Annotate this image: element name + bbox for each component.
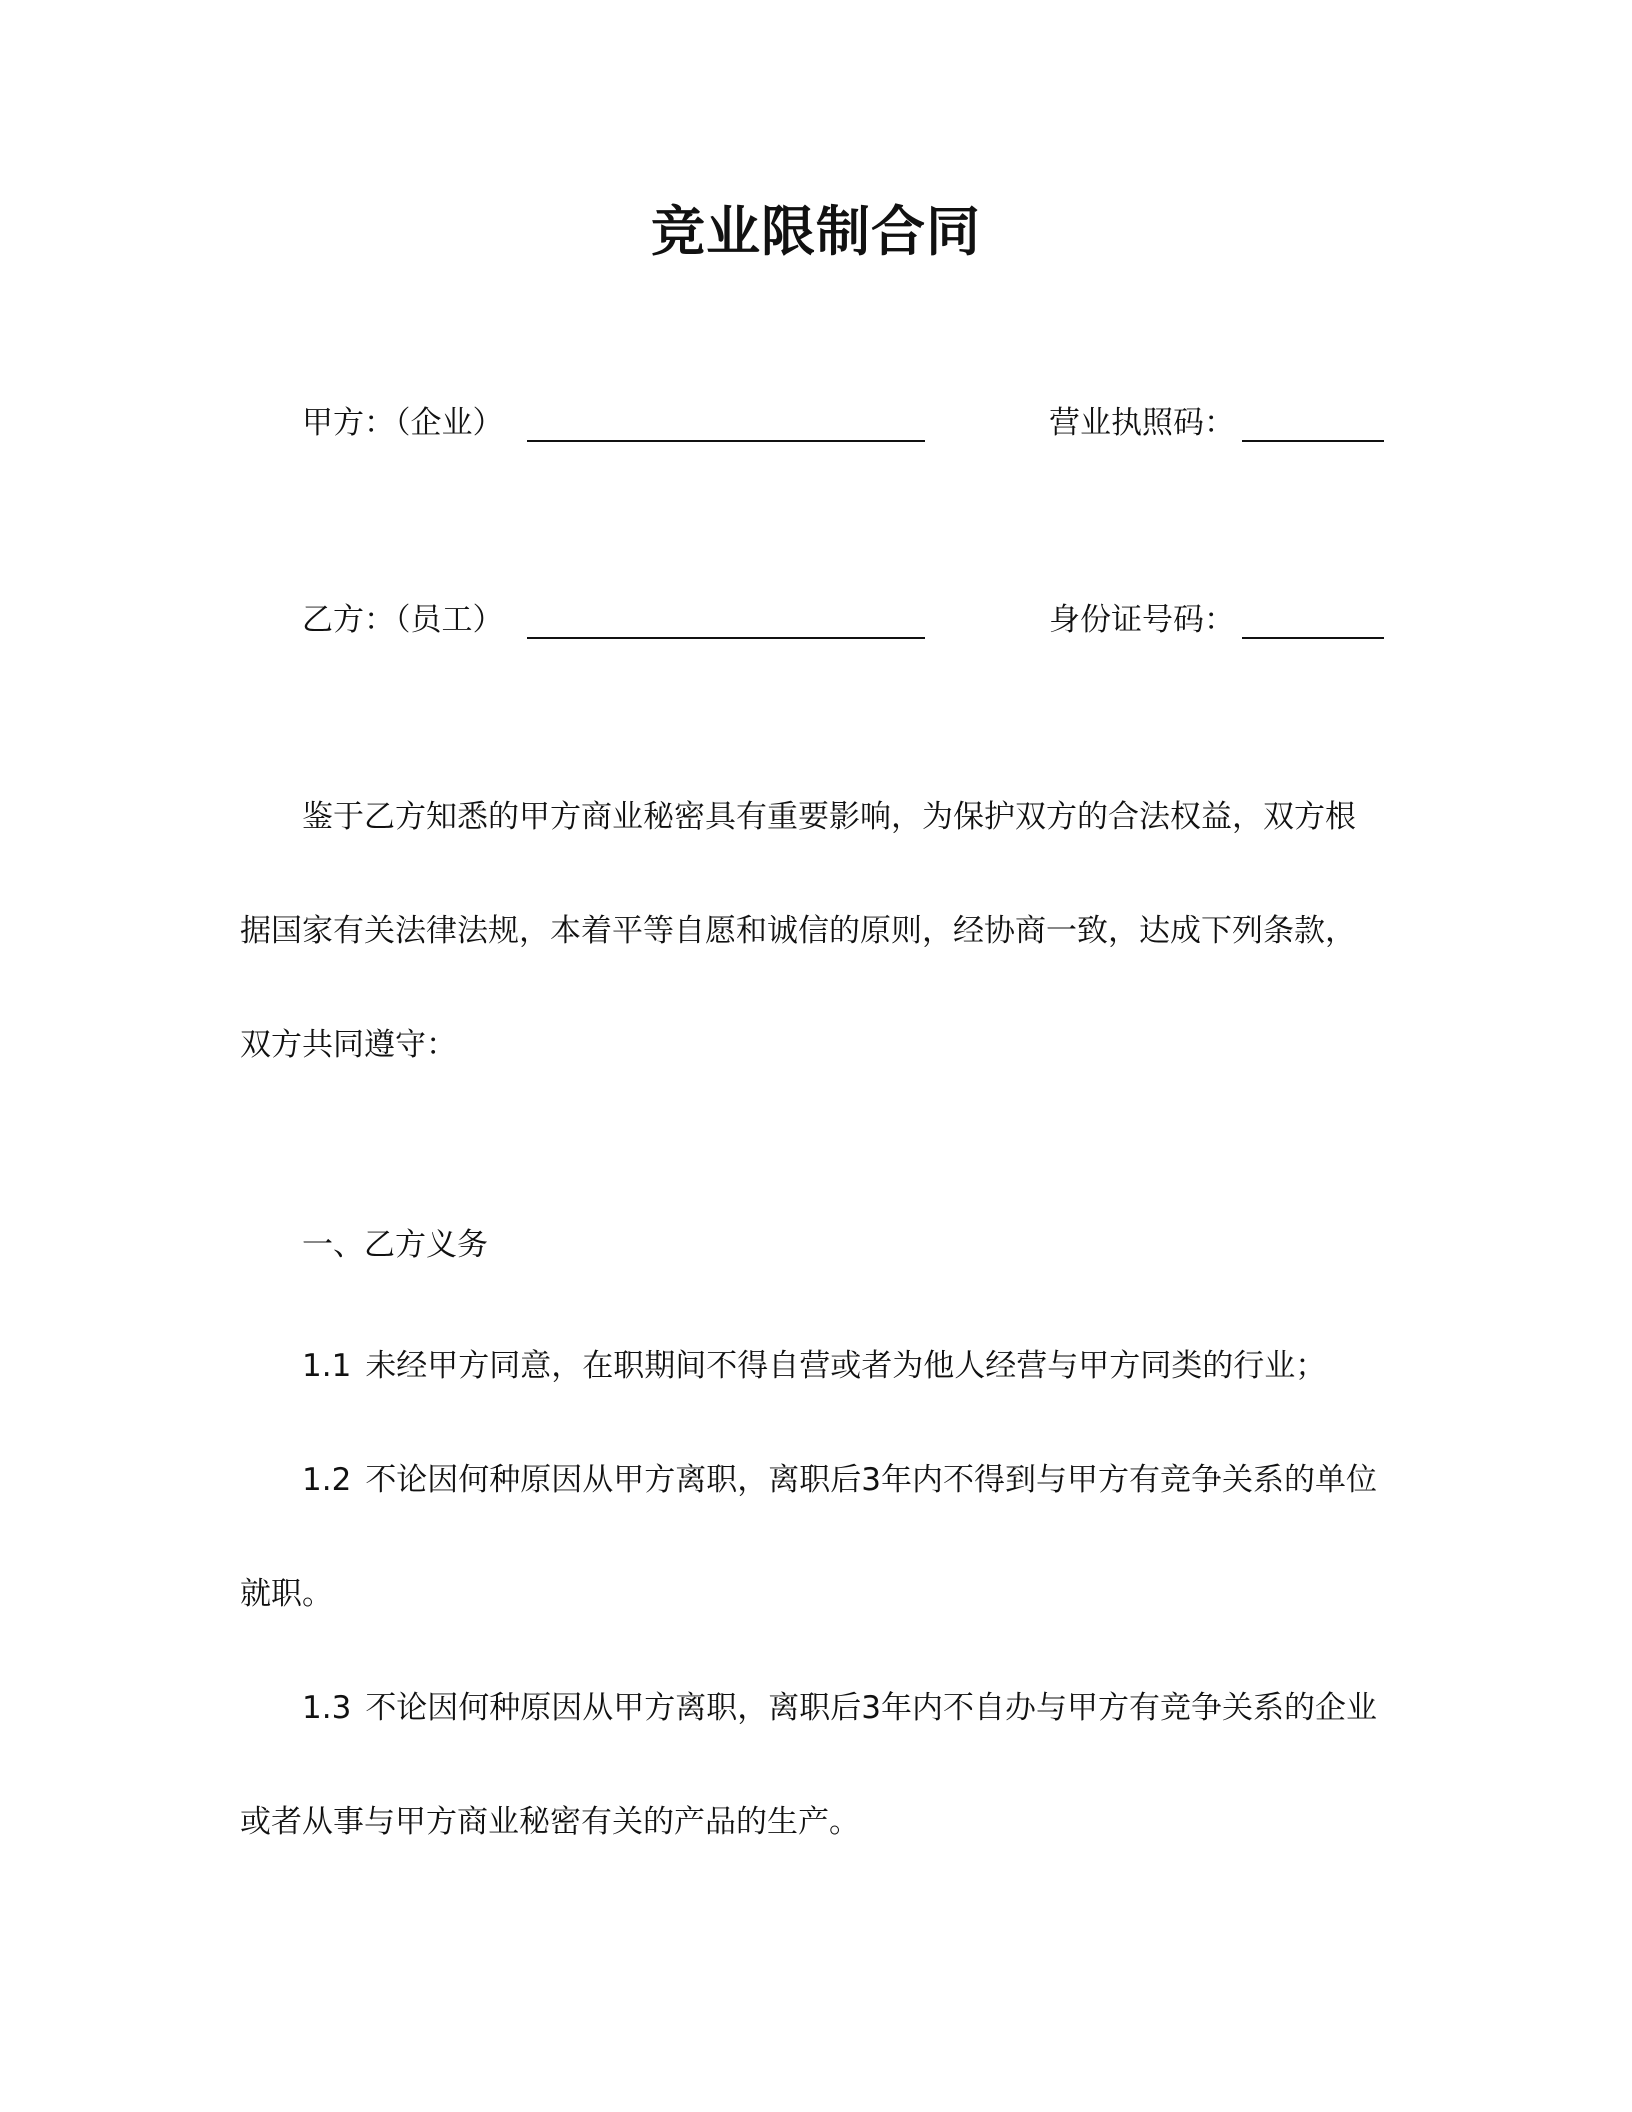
clause-number: 1.1 <box>302 1348 352 1384</box>
party-b-name-blank <box>527 637 925 639</box>
clause-text: 不论因何种原因从甲方离职，离职后3年内不自办与甲方有竞争关系的企业或者从事与甲方商业秘密有关的产品的生产。 <box>240 1690 1378 1840</box>
clause-text: 不论因何种原因从甲方离职，离职后3年内不得到与甲方有竞争关系的单位就职。 <box>240 1462 1378 1612</box>
clause-1-3 <box>240 1651 1380 1879</box>
clause-number: 1.2 <box>302 1462 352 1498</box>
business-license-blank <box>1242 440 1384 442</box>
business-license-label: 营业执照码： <box>1049 405 1235 441</box>
preamble-paragraph: 鉴于乙方知悉的甲方商业秘密具有重要影响，为保护双方的合法权益，双方根据国家有关法律法规，本着平等自愿和诚信的原则，经协商一致，达成下列条款，双方共同遵守： <box>240 799 1356 1063</box>
clause-1-2 <box>240 1423 1380 1651</box>
document-title: 竞业限制合同 <box>651 200 981 263</box>
party-a-label: 甲方：（企业） <box>302 405 504 441</box>
clause-number: 1.3 <box>302 1690 352 1726</box>
party-a-name-blank <box>527 440 925 442</box>
party-b-row <box>302 595 1382 645</box>
party-a-row <box>302 398 1382 448</box>
section-heading-party-b-obligations: 一、乙方义务 <box>302 1227 488 1263</box>
id-number-label: 身份证号码： <box>1049 602 1235 638</box>
party-b-label: 乙方：（员工） <box>302 602 504 638</box>
id-number-blank <box>1242 637 1384 639</box>
clause-1-1 <box>240 1309 1380 1423</box>
clause-text: 未经甲方同意，在职期间不得自营或者为他人经营与甲方同类的行业； <box>365 1348 1327 1384</box>
